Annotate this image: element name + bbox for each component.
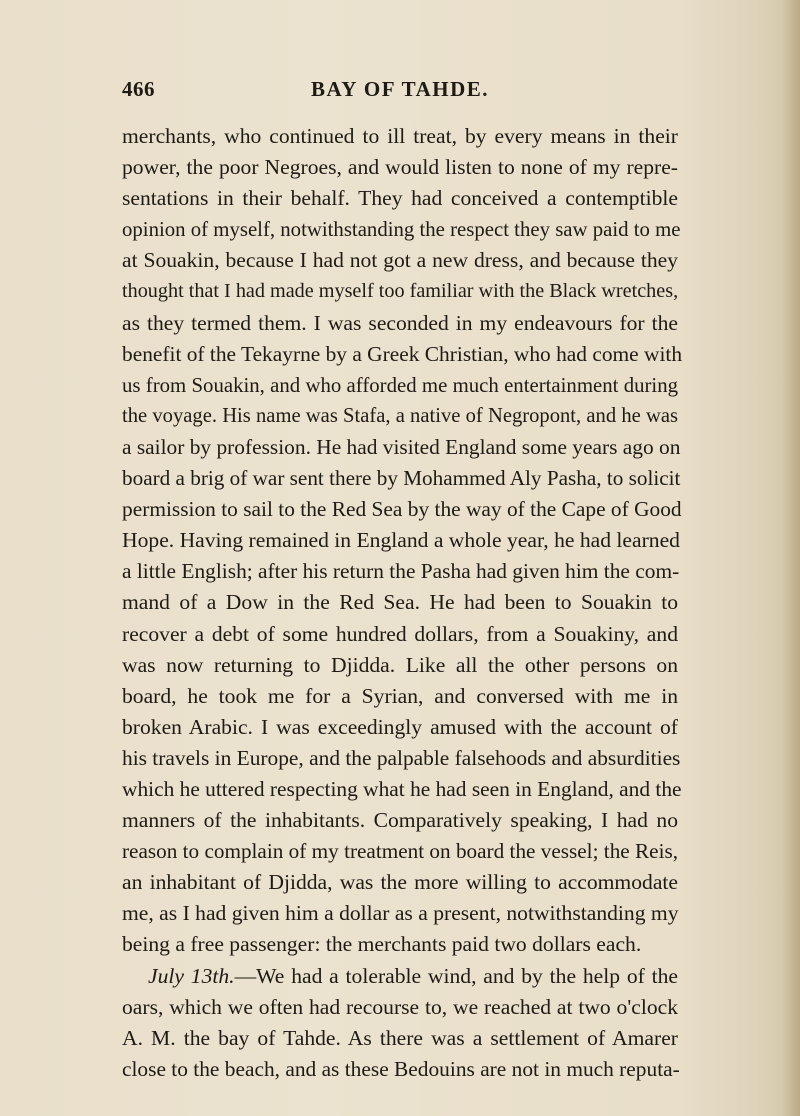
date-line-text: —We had a tolerable wind, and by the help of the: [234, 963, 678, 988]
text-line: as they termed them. I was seconded in my endeavours for the: [122, 310, 678, 335]
text-line: thought that I had made myself too familiar with the Black wretches,: [122, 280, 679, 303]
text-line: power, the poor Negroes, and would listen to none of my repre-: [122, 155, 678, 180]
text-line: mand of a Dow in the Red Sea. He had been to Souakin to: [122, 590, 678, 615]
text-line: board a brig of war sent there by Mohammed Aly Pasha, to solicit: [122, 466, 681, 491]
text-line: broken Arabic. I was exceedingly amused with the account of: [122, 714, 678, 739]
running-head: BAY OF TAHDE.: [310, 77, 489, 101]
text-line: being a free passenger: the merchants paid two dollars each.: [122, 932, 642, 957]
text-line: a sailor by profession. He had visited England some years ago on: [122, 434, 681, 459]
text-line: the voyage. His name was Stafa, a native of Negropont, and he was: [122, 404, 678, 427]
text-line: an inhabitant of Djidda, was the more willing to accommodate: [122, 870, 678, 895]
text-line: us from Souakin, and who afforded me much entertainment during: [122, 373, 678, 397]
text-line: which he uttered respecting what he had seen in England, and the: [122, 776, 682, 801]
text-line: me, as I had given him a dollar as a present, notwithstanding my: [122, 901, 679, 926]
page-edge-shadow: [782, 0, 800, 1116]
body-text: [122, 121, 683, 1085]
text-line: oars, which we often had recourse to, we reached at two o'clock: [122, 994, 678, 1019]
text-line: was now returning to Djidda. Like all the other persons on: [122, 652, 678, 677]
text-line: permission to sail to the Red Sea by the way of the Cape of Good: [122, 497, 682, 522]
text-line: reason to complain of my treatment on board the vessel; the Reis,: [122, 839, 678, 864]
text-line: board, he took me for a Syrian, and conversed with me in: [122, 683, 678, 708]
text-line: benefit of the Tekayrne by a Greek Christian, who had come with: [122, 341, 683, 366]
date-label: July 13th.: [148, 963, 235, 988]
text-line: a little English; after his return the Pasha had given him the com-: [122, 559, 680, 584]
text-line: sentations in their behalf. They had conceived a contemptible: [122, 186, 678, 211]
page-number: 466: [122, 77, 155, 101]
text-line: manners of the inhabitants. Comparatively speaking, I had no: [122, 808, 678, 833]
text-line: recover a debt of some hundred dollars, from a Souakiny, and: [122, 621, 678, 646]
text-line: at Souakin, because I had not got a new dress, and because they: [122, 248, 678, 273]
page-header: [122, 77, 678, 111]
text-line: Hope. Having remained in England a whole year, he had learned: [122, 528, 680, 553]
date-line: [122, 961, 678, 992]
text-line: opinion of myself, notwithstanding the respect they saw paid to me: [122, 218, 681, 242]
text-line: merchants, who continued to ill treat, by every means in their: [122, 124, 678, 148]
text-line: close to the beach, and as these Bedouins are not in much reputa-: [122, 1056, 680, 1081]
text-line: his travels in Europe, and the palpable falsehoods and absurdities: [122, 745, 681, 770]
text-line: A. M. the bay of Tahde. As there was a settlement of Amarer: [122, 1025, 678, 1050]
